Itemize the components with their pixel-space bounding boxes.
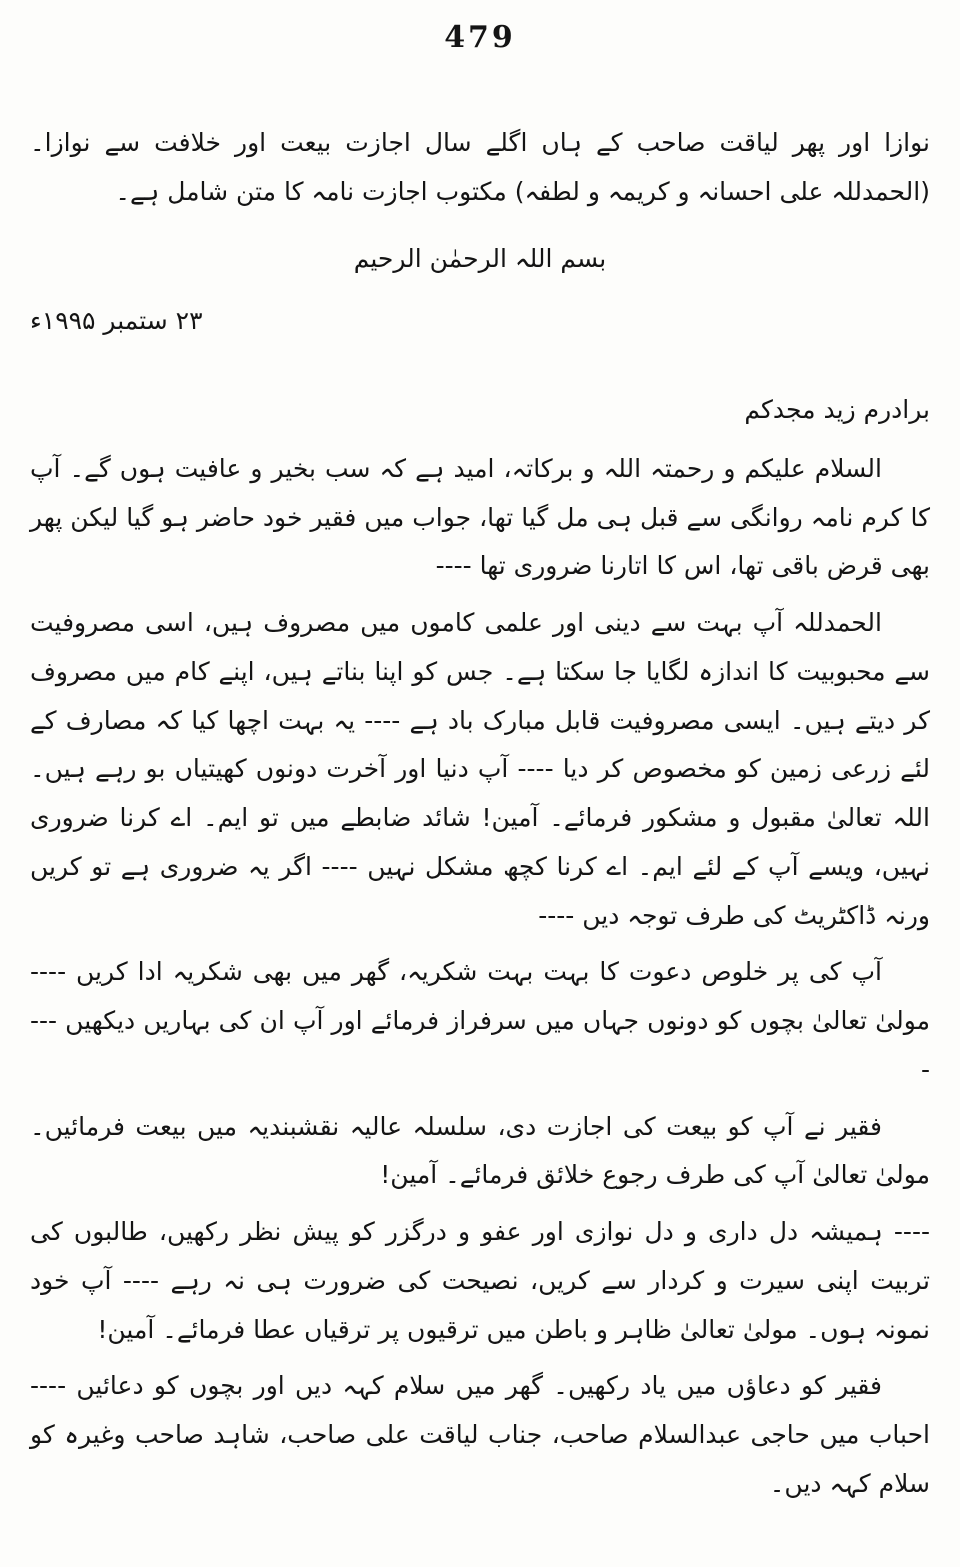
letter-salutation: برادرم زید مجدکم [744, 395, 930, 424]
letter-paragraph-1: السلام علیکم و رحمتہ اللہ و برکاتہ، امید ہے کہ سب بخیر و عافیت ہوں گے۔ آپ کا کرم نامہ روانگی سے قبل ہی مل گیا تھا، جواب میں فقیر خود حاضر ہو گیا لیکن پھر بھی قرض باقی تھا، اس کا اتارنا ضروری تھا ---- [30, 453, 930, 581]
letter-paragraph-2: الحمدللہ آپ بہت سے دینی اور علمی کاموں میں مصروف ہیں، اسی مصروفیت سے محبوبیت کا اندازہ لگایا جا سکتا ہے۔ جس کو اپنا بناتے ہیں، اپنے کام میں مصروف کر دیتے ہیں۔ ایسی مصروفیت قابل مبارک باد ہے ---- یہ بہت اچھا کیا کہ مصارف کے لئے زرعی زمین کو مخصوص کر دیا ---- آپ دنیا اور آخرت دونوں کھیتیاں بو رہے ہیں۔ اللہ تعالیٰ مقبول و مشکور فرمائے۔ آمین! شائد ضابطے میں تو ایم۔ اے کرنا ضروری نہیں، ویسے آپ کے لئے ایم۔ اے کرنا کچھ مشکل نہیں ---- اگر یہ ضروری ہے تو کریں ورنہ ڈاکٹریٹ کی طرف توجہ دیں ---- [30, 608, 930, 930]
letter-content [30, 119, 930, 1509]
letter-paragraph-3: آپ کی پر خلوص دعوت کا بہت بہت شکریہ، گھر میں بھی شکریہ ادا کریں ---- مولیٰ تعالیٰ بچوں کو دونوں جہاں میں سرفراز فرمائے اور آپ ان کی بہاریں دیکھیں ---- [30, 957, 930, 1084]
letter-date: ۲۳ ستمبر ۱۹۹۵ء [30, 306, 203, 336]
letter-paragraph-4: فقیر نے آپ کو بیعت کی اجازت دی، سلسلہ عالیہ نقشبندیہ میں بیعت فرمائیں۔ مولیٰ تعالیٰ آپ کی طرف رجوع خلائق فرمائے۔ آمین! [30, 1111, 930, 1190]
intro-paragraph: نوازا اور پھر لیاقت صاحب کے ہاں اگلے سال اجازت بیعت اور خلافت سے نوازا۔ (الحمدللہ علی احسانہ و کریمہ و لطفہ) مکتوب اجازت نامہ کا متن شامل ہے۔ [30, 128, 930, 206]
basmala-line: بسم اللہ الرحمٰن الرحیم [353, 243, 607, 273]
letter-paragraph-6: فقیر کو دعاؤں میں یاد رکھیں۔ گھر میں سلام کہہ دیں اور بچوں کو دعائیں ---- احباب میں حاجی عبدالسلام صاحب، جناب لیاقت علی صاحب، شاہد صاحب وغیرہ کو سلام کہہ دیں۔ [30, 1371, 930, 1498]
page-number: 479 [444, 20, 516, 55]
letter-paragraph-5: ---- ہمیشہ دل داری و دل نوازی اور عفو و درگزر کو پیش نظر رکھیں، طالبوں کی تربیت اپنی سیرت و کردار سے کریں، نصیحت کی ضرورت ہی نہ رہے ---- آپ خود نمونہ ہوں۔ مولیٰ تعالیٰ ظاہر و باطن میں ترقیوں پر ترقیاں عطا فرمائے۔ آمین! [30, 1217, 930, 1344]
